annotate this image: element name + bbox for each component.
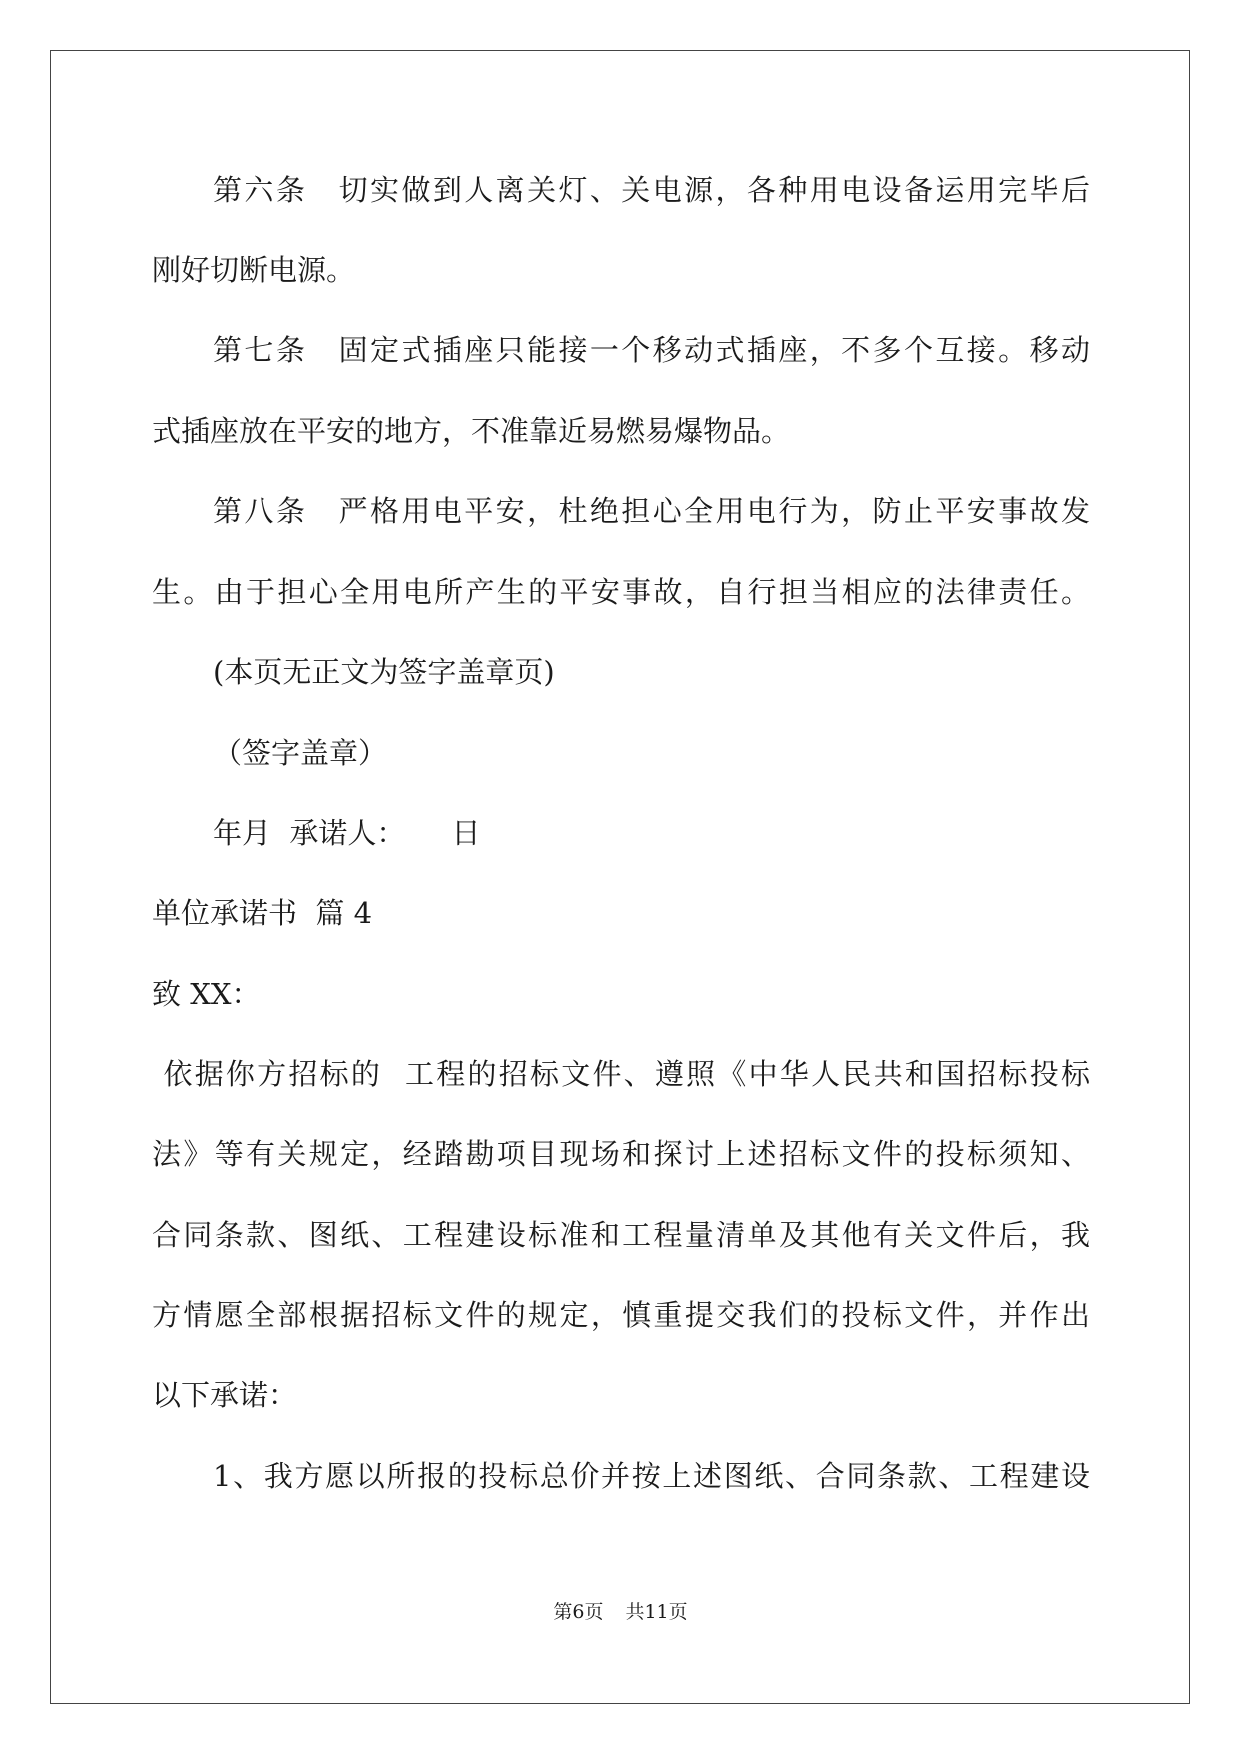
text-line-7: (本页无正文为签字盖章页): [213, 655, 555, 689]
page-number-current: 第6页: [553, 1601, 604, 1623]
text-line-9: 年月 承诺人： 日: [213, 816, 481, 850]
text-line-3: 第七条 固定式插座只能接一个移动式插座，不多个互接。移动: [213, 333, 1090, 367]
text-line-11: 致 XX：: [152, 977, 261, 1011]
text-line-14: 合同条款、图纸、工程建设标准和工程量清单及其他有关文件后，我: [152, 1218, 1090, 1252]
text-line-5: 第八条 严格用电平安，杜绝担心全用电行为，防止平安事故发: [213, 494, 1090, 528]
text-line-8: （签字盖章）: [213, 736, 388, 770]
text-line-15: 方情愿全部根据招标文件的规定，慎重提交我们的投标文件，并作出: [152, 1298, 1090, 1332]
text-line-1: 第六条 切实做到人离关灯、关电源，各种用电设备运用完毕后: [213, 173, 1090, 207]
text-line-16: 以下承诺：: [152, 1378, 298, 1412]
text-line-6: 生。由于担心全用电所产生的平安事故，自行担当相应的法律责任。: [152, 575, 1090, 609]
text-line-17: 1、我方愿以所报的投标总价并按上述图纸、合同条款、工程建设: [213, 1459, 1090, 1493]
page-footer: [0, 1598, 1241, 1626]
text-line-4: 式插座放在平安的地方，不准靠近易燃易爆物品。: [152, 414, 791, 448]
text-line-2: 刚好切断电源。: [152, 253, 356, 287]
text-line-12: 依据你方招标的 工程的招标文件、遵照《中华人民共和国招标投标: [152, 1057, 1090, 1091]
section-heading: 单位承诺书 篇 4: [152, 896, 373, 930]
page-number-total: 共11页: [625, 1601, 688, 1623]
text-line-13: 法》等有关规定，经踏勘项目现场和探讨上述招标文件的投标须知、: [152, 1137, 1090, 1171]
